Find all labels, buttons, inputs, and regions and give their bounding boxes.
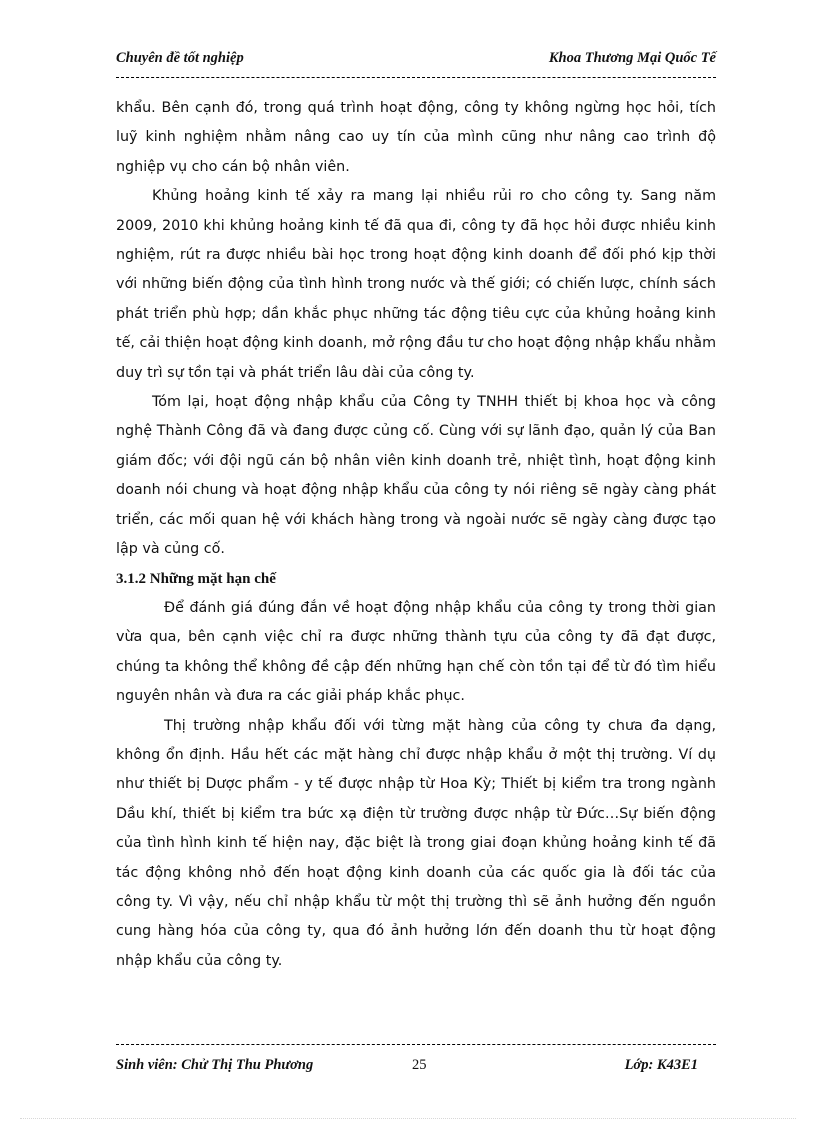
paragraph-continuation: khẩu. Bên cạnh đó, trong quá trình hoạt động, công ty không ngừng học hỏi, tích luỹ kinh nghiệm nhằm nâng cao uy tín của mình cũng như nâng cao trình độ nghiệp vụ cho cán bộ nhân viên.	[116, 100, 716, 175]
page-footer	[116, 1057, 716, 1077]
paragraph-evaluation: Để đánh giá đúng đắn về hoạt động nhập khẩu của công ty trong thời gian vừa qua, bên cạnh việc chỉ ra được những thành tựu của công ty đã đạt được, chúng ta không thể không đề cập đến những hạn chế còn tồn tại để từ đó tìm hiểu nguyên nhân và đưa ra các giải pháp khắc phục.	[116, 599, 716, 705]
page-edge-border	[20, 1118, 796, 1119]
section-heading: 3.1.2 Những mặt hạn chế	[116, 570, 276, 587]
document-body	[116, 94, 716, 976]
document-page	[116, 0, 716, 1123]
footer-divider	[116, 1044, 716, 1045]
paragraph-summary: Tóm lại, hoạt động nhập khẩu của Công ty TNHH thiết bị khoa học và công nghệ Thành Công đã và đang được củng cố. Cùng với sự lãnh đạo, quản lý của Ban giám đốc; với đội ngũ cán bộ nhân viên kinh doanh trẻ, nhiệt tình, hoạt động kinh doanh nói chung và hoạt động nhập khẩu của công ty nói riêng sẽ ngày càng phát triển, các mối quan hệ với khách hàng trong và ngoài nước sẽ ngày càng được tạo lập và củng cố.	[116, 394, 716, 558]
footer-student-name: Sinh viên: Chử Thị Thu Phương	[116, 1057, 314, 1073]
header-faculty: Khoa Thương Mại Quốc Tế	[548, 50, 716, 66]
header-thesis-title: Chuyên đề tốt nghiệp	[116, 50, 244, 66]
page-number: 25	[412, 1057, 427, 1073]
footer-class: Lớp: K43E1	[624, 1057, 698, 1073]
paragraph-import-markets: Thị trường nhập khẩu đối với từng mặt hàng của công ty chưa đa dạng, không ổn định. Hầu hết các mặt hàng chỉ được nhập khẩu ở một thị trường. Ví dụ như thiết bị Dược phẩm - y tế được nhập từ Hoa Kỳ; Thiết bị kiểm tra trong ngành Dầu khí, thiết bị kiểm tra bức xạ điện từ trường được nhập từ Đức…Sự biến động của tình hình kinh tế hiện nay, đặc biệt là trong giai đoạn khủng hoảng kinh tế đã tác động không nhỏ đến hoạt động kinh doanh của các quốc gia là đối tác của công ty. Vì vậy, nếu chỉ nhập khẩu từ một thị trường thì sẽ ảnh hưởng đến nguồn cung hàng hóa của công ty, qua đó ảnh hưởng lớn đến doanh thu từ hoạt động nhập khẩu của công ty.	[116, 717, 716, 969]
page-header	[116, 50, 716, 70]
paragraph-crisis: Khủng hoảng kinh tế xảy ra mang lại nhiều rủi ro cho công ty. Sang năm 2009, 2010 khi khủng hoảng kinh tế đã qua đi, công ty đã học hỏi được nhiều kinh nghiệm, rút ra được nhiều bài học trong hoạt động kinh doanh để đối phó kịp thời với những biến động của tình hình trong nước và thế giới; có chiến lược, chính sách phát triển phù hợp; dần khắc phục những tác động tiêu cực của khủng hoảng kinh tế, cải thiện hoạt động kinh doanh, mở rộng đầu tư cho hoạt động nhập khẩu nhằm duy trì sự tồn tại và phát triển lâu dài của công ty.	[116, 188, 716, 381]
header-divider	[116, 77, 716, 78]
